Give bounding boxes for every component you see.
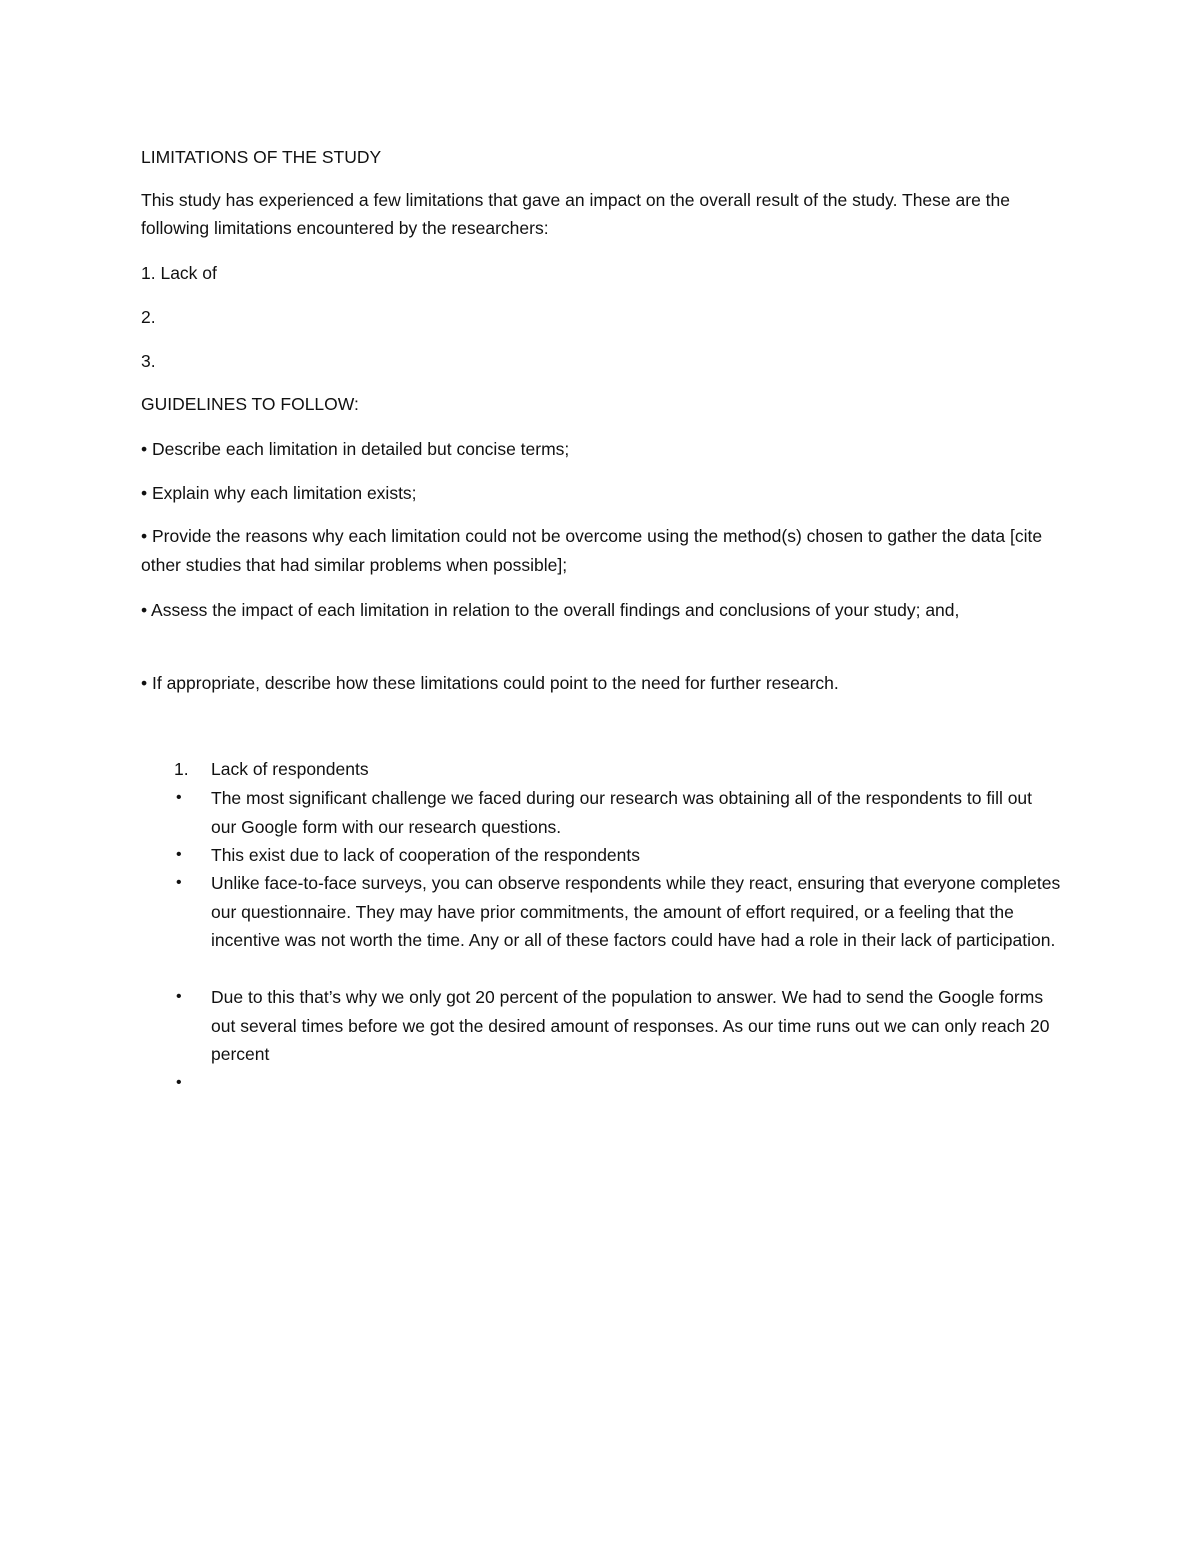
list-item-text: Due to this that’s why we only got 20 percent of the population to answer. We had to send the Google forms out several times before we got the desired amount of responses. As our time runs out we can only reach 20 percent — [211, 987, 1050, 1064]
bullet-icon: • — [176, 789, 182, 806]
list-number: 1. — [174, 759, 189, 779]
list-item-text: Unlike face-to-face surveys, you can observe respondents while they react, ensuring that everyone completes our questionnaire. They may have prior commitments, the amount of effort required, or a feeling that the incentive was not worth the time. Any or all of these factors could have had a role in their lack of participation. — [211, 873, 1061, 950]
section-heading: LIMITATIONS OF THE STUDY — [141, 147, 382, 167]
guideline-item: • Explain why each limitation exists; — [141, 483, 417, 503]
guideline-item: • Provide the reasons why each limitation could not be overcome using the method(s) chosen to gather the data [cite other studies that had similar problems when possible]; — [141, 526, 1043, 575]
intro-paragraph: This study has experienced a few limitations that gave an impact on the overall result of the study. These are the following limitations encountered by the researchers: — [141, 190, 1010, 238]
list-item-text: The most significant challenge we faced during our research was obtaining all of the respondents to fill out our Google form with our research questions. — [211, 788, 1033, 837]
guidelines-heading: GUIDELINES TO FOLLOW: — [141, 394, 359, 414]
list-item-text: Lack of respondents — [211, 759, 369, 779]
bullet-icon: • — [176, 1074, 182, 1091]
bullet-icon: • — [176, 988, 182, 1005]
numbered-item-2: 2. — [141, 307, 156, 327]
bullet-icon: • — [176, 874, 182, 891]
list-item-text: This exist due to lack of cooperation of the respondents — [211, 845, 641, 865]
guideline-item: • Describe each limitation in detailed but concise terms; — [141, 439, 570, 459]
guideline-item: • If appropriate, describe how these limitations could point to the need for further research. — [141, 673, 839, 693]
numbered-item-1: 1. Lack of — [141, 263, 217, 283]
bullet-icon: • — [176, 846, 182, 863]
guideline-item: • Assess the impact of each limitation in relation to the overall findings and conclusions of your study; and, — [141, 600, 960, 620]
numbered-item-3: 3. — [141, 351, 156, 371]
